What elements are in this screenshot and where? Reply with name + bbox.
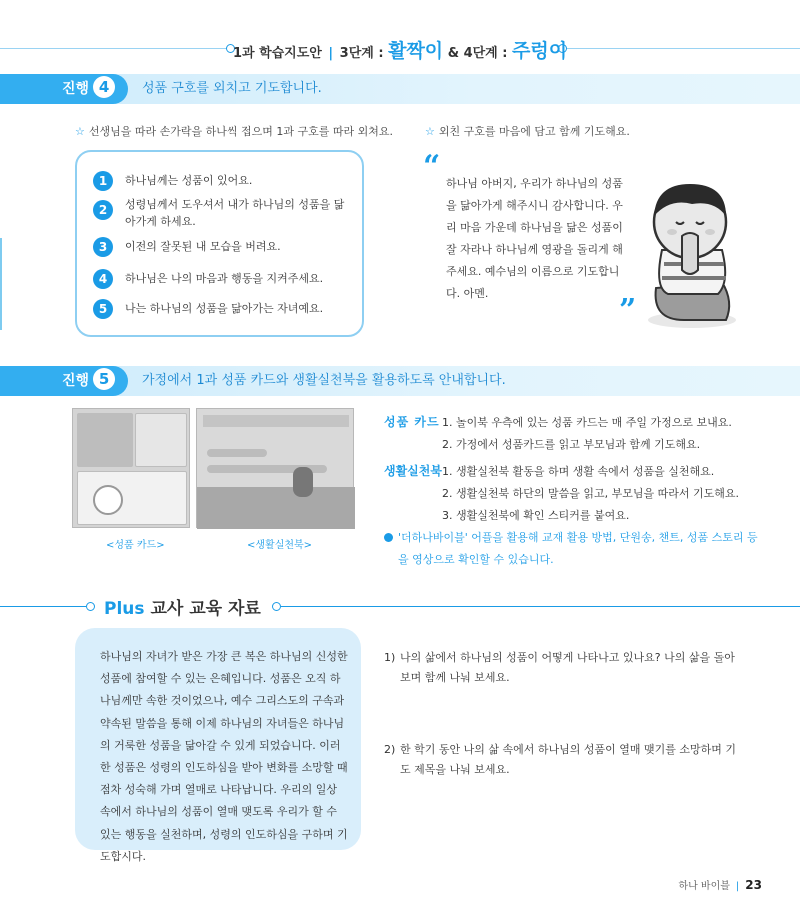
star-icon: ☆ (425, 125, 435, 138)
chant-text: 하나님께는 성품이 있어요. (125, 174, 253, 187)
stage4-name: 주렁이 (511, 40, 568, 62)
app-note-line1: '더하나바이블' 어플을 활용해 교재 활용 방법, 단원송, 챈트, 성품 스토리 등 (398, 531, 758, 544)
page-number: 23 (745, 878, 762, 892)
plus-section-title (104, 594, 261, 619)
question-number: 1) (384, 651, 396, 664)
side-accent-line (0, 238, 2, 330)
open-quote-icon: “ (423, 149, 441, 184)
step4-chip (0, 74, 128, 104)
chant-text: 성령님께서 도우셔서 내가 하나님의 성품을 닮아가게 하세요. (125, 198, 345, 228)
chant-item (93, 270, 345, 287)
chant-text: 나는 하나님의 성품을 닮아가는 자녀예요. (125, 302, 324, 315)
step4-bar (0, 74, 800, 104)
chant-item (93, 300, 345, 317)
stage3-name: 활짝이 (388, 40, 444, 62)
resource-line: 1. 놀이북 우측에 있는 성품 카드는 매 주일 가정으로 보내요. (442, 416, 732, 429)
step5-chip-label: 진행 (62, 373, 90, 389)
resource-line: 2. 가정에서 성품카드를 읽고 부모님과 함께 기도해요. (442, 438, 701, 451)
number-badge: 5 (93, 299, 113, 319)
chant-list-box (75, 150, 364, 337)
character-card-thumbnail (72, 408, 190, 528)
discussion-question (384, 740, 744, 780)
star-icon: ☆ (75, 125, 85, 138)
chant-item (93, 196, 345, 230)
question-text: 나의 삶에서 하나님의 성품이 어떻게 나타나고 있나요? 나의 삶을 돌아보며 함께 나눠 보세요. (400, 651, 735, 684)
number-badge: 3 (93, 237, 113, 257)
plus-word: Plus (104, 599, 145, 619)
praying-child-illustration (634, 170, 744, 330)
chant-item (93, 172, 345, 189)
resource-label-card: 성품 카드 (384, 415, 440, 429)
step4-chip-label: 진행 (62, 81, 90, 97)
number-badge: 1 (93, 171, 113, 191)
plus-dot-right (272, 602, 281, 611)
step5-title: 가정에서 1과 성품 카드와 생활실천북을 활용하도록 안내합니다. (142, 373, 506, 388)
step5-bar (0, 366, 800, 396)
resource-label-book: 생활실천북 (384, 464, 442, 478)
step5-chip-number: 5 (93, 368, 115, 390)
header-prefix: 1과 학습지도안 (232, 46, 322, 61)
close-quote-icon: ” (619, 293, 637, 328)
header-amp: & (447, 46, 460, 61)
step4-chip-number: 4 (93, 76, 115, 98)
question-number: 2) (384, 743, 396, 756)
footer-separator: | (735, 881, 740, 892)
teacher-material-text: 하나님의 자녀가 받은 가장 큰 복은 하나님의 신성한 성품에 참여할 수 있는 은혜입니다. 성품은 오직 하나님께만 속한 것이었으나, 예수 그리스도의 구속과 약속된 말씀을 통해 이제 하나님의 자녀들은 하나님의 거룩한 성품을 닮아갈 수 있게 되었습니다. 이러한 성품은 성령의 인도하심을 받아 변화를 소망할 때 점차 성숙해 가며 열매로 나타납니다. 우리의 일상 속에서 하나님의 성품이 열매 맺도록 우리가 할 수 있는 행동을 실천하며, 성령의 인도하심을 구하며 기도합시다. (100, 650, 348, 863)
step4-left-instruction: ☆ 선생님을 따라 손가락을 하나씩 접으며 1과 구호를 따라 외쳐요. (75, 125, 393, 138)
step4-title: 성품 구호를 외치고 기도합니다. (142, 81, 322, 96)
plus-rule-right (281, 606, 800, 607)
resource-line: 1. 생활실천북 활동을 하며 생활 속에서 성품을 실천해요. (442, 465, 715, 478)
book-caption: <생활실천북> (247, 540, 313, 551)
resource-line: 3. 생활실천북에 확인 스티커를 붙여요. (442, 509, 630, 522)
number-badge: 4 (93, 269, 113, 289)
number-badge: 2 (93, 200, 113, 220)
header-separator: | (328, 46, 334, 61)
step5-chip (0, 366, 128, 396)
plus-dot-left (86, 602, 95, 611)
card-caption: <성품 카드> (106, 540, 165, 551)
prayer-text: 하나님 아버지, 우리가 하나님의 성품을 닮아가게 해주시니 감사합니다. 우리 마음 가운데 하나님을 닮은 성품이 잘 자라나 하나님께 영광을 돌리게 해주세요. 예수님의 이름으로 기도합니다. 아멘. (446, 177, 623, 300)
page-header (0, 36, 800, 63)
step4-right-instruction: ☆ 외친 구호를 마음에 담고 함께 기도해요. (425, 125, 630, 138)
stage3-label: 3단계 : (339, 46, 384, 61)
chant-text: 하나님은 나의 마음과 행동을 지켜주세요. (125, 272, 324, 285)
chant-text: 이전의 잘못된 내 모습을 버려요. (125, 240, 281, 253)
resource-line: 2. 생활실천북 하단의 말씀을 읽고, 부모님을 따라서 기도해요. (442, 487, 739, 500)
stage4-label: 4단계 : (463, 46, 508, 61)
app-note-line2: 을 영상으로 확인할 수 있습니다. (398, 553, 554, 566)
plus-rule-left (0, 606, 86, 607)
bullet-icon (384, 533, 393, 542)
chant-item (93, 238, 345, 255)
plus-title-text: 교사 교육 자료 (150, 599, 261, 619)
discussion-question (384, 648, 744, 688)
practice-book-thumbnail (196, 408, 354, 528)
question-text: 한 학기 동안 나의 삶 속에서 하나님의 성품이 열매 맺기를 소망하며 기도 제목을 나눠 보세요. (400, 743, 736, 776)
book-name: 하나 바이블 (678, 881, 730, 892)
page-footer (678, 877, 762, 892)
